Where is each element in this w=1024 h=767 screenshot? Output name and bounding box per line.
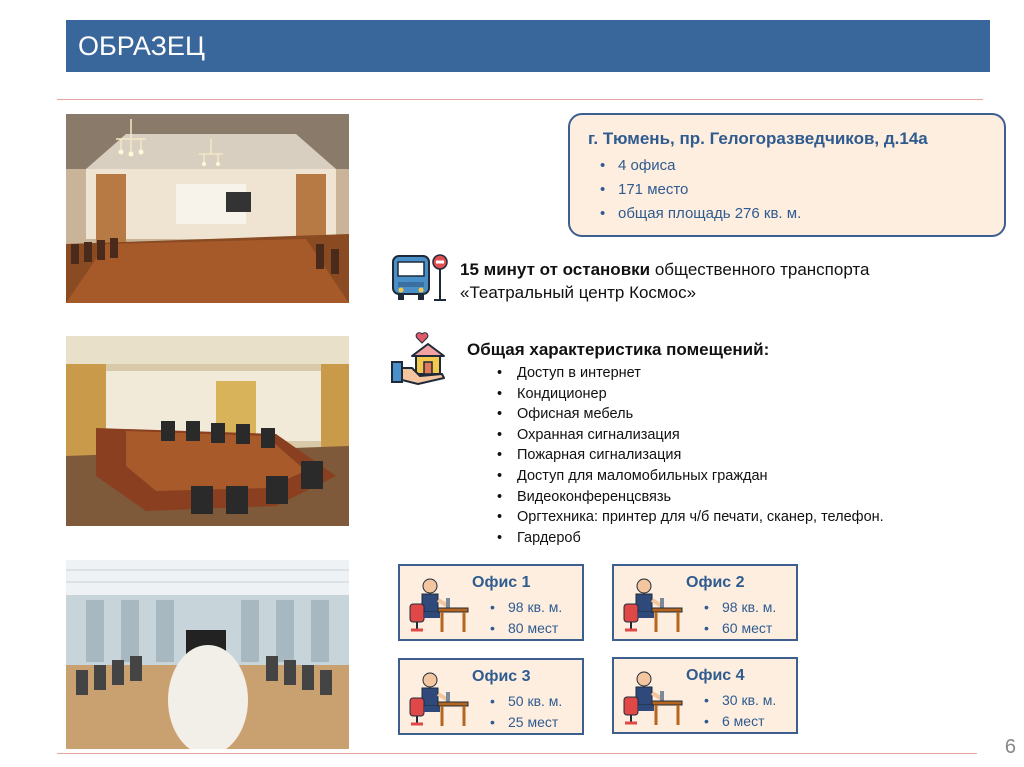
office-area: • 98 кв. м.	[704, 597, 776, 618]
feature-item: • Доступ в интернет	[497, 363, 884, 384]
office-card-1	[398, 564, 584, 641]
address-title: г. Тюмень, пр. Гелогоразведчиков, д.14а	[588, 129, 928, 148]
office-worker-icon	[408, 576, 470, 634]
office-area: • 98 кв. м.	[490, 597, 562, 618]
office-worker-icon	[408, 670, 470, 728]
office-seats: • 80 мест	[490, 618, 562, 639]
office-details	[490, 691, 562, 733]
features-list	[497, 363, 884, 548]
office-worker-icon	[622, 669, 684, 727]
page-number: 6	[1004, 736, 1016, 758]
photo-round-hall	[66, 560, 349, 749]
feature-item: • Оргтехника: принтер для ч/б печати, сканер, телефон.	[497, 507, 884, 528]
feature-item: • Офисная мебель	[497, 404, 884, 425]
office-seats: • 6 мест	[704, 711, 776, 732]
office-card-3	[398, 658, 584, 735]
slide-title: ОБРАЗЕЦ	[78, 30, 205, 61]
photo-hall	[66, 114, 349, 303]
office-details	[490, 597, 562, 639]
address-area: • общая площадь 276 кв. м.	[618, 202, 986, 226]
transport-info	[460, 258, 869, 304]
office-card-4	[612, 657, 798, 734]
address-offices: • 4 офиса	[618, 154, 986, 178]
transport-highlight: 15 минут от остановки	[460, 260, 651, 279]
office-details	[704, 597, 776, 639]
address-details	[588, 154, 986, 226]
slide-title-bar	[66, 20, 990, 72]
office-worker-icon	[622, 576, 684, 634]
feature-item: • Кондиционер	[497, 384, 884, 405]
bus-stop-icon	[390, 252, 448, 302]
feature-item: • Охранная сигнализация	[497, 425, 884, 446]
office-title: Офис 1	[472, 574, 531, 591]
office-area: • 30 кв. м.	[704, 690, 776, 711]
office-seats: • 60 мест	[704, 618, 776, 639]
feature-item: • Гардероб	[497, 528, 884, 549]
office-details	[704, 690, 776, 732]
photo-conference-room	[66, 336, 349, 526]
house-in-hand-icon	[390, 332, 448, 386]
address-seats: • 171 место	[618, 178, 986, 202]
feature-item: • Доступ для маломобильных граждан	[497, 466, 884, 487]
address-box	[568, 113, 1006, 237]
office-area: • 50 кв. м.	[490, 691, 562, 712]
office-title: Офис 4	[686, 667, 745, 684]
transport-text: общественного транспорта	[650, 260, 870, 279]
office-card-2	[612, 564, 798, 641]
office-seats: • 25 мест	[490, 712, 562, 733]
features-title: Общая характеристика помещений:	[467, 340, 770, 359]
office-title: Офис 3	[472, 668, 531, 685]
feature-item: • Пожарная сигнализация	[497, 445, 884, 466]
bottom-divider	[57, 753, 977, 754]
office-title: Офис 2	[686, 574, 745, 591]
transport-stop-name: «Театральный центр Космос»	[460, 283, 697, 302]
top-divider	[57, 99, 983, 100]
feature-item: • Видеоконференцсвязь	[497, 487, 884, 508]
